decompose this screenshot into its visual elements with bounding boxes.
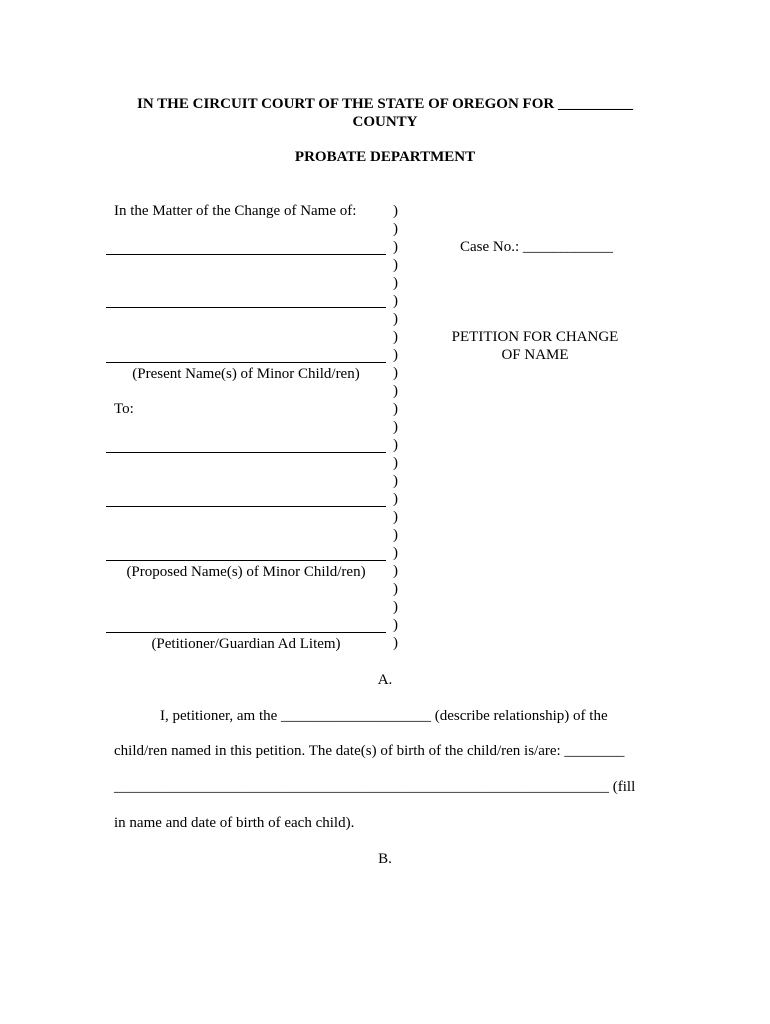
proposed-name-line-2 bbox=[106, 506, 386, 507]
paren: ) bbox=[393, 419, 398, 435]
petition-title-line1: PETITION FOR CHANGE bbox=[451, 329, 619, 345]
paren: ) bbox=[393, 401, 398, 417]
paren: ) bbox=[393, 293, 398, 309]
department-heading: PROBATE DEPARTMENT bbox=[294, 149, 476, 165]
proposed-name-label: (Proposed Name(s) of Minor Child/ren) bbox=[126, 564, 366, 580]
paren: ) bbox=[393, 509, 398, 525]
paren: ) bbox=[393, 545, 398, 561]
paren: ) bbox=[393, 599, 398, 615]
paren: ) bbox=[393, 617, 398, 633]
petition-title-line2: OF NAME bbox=[501, 347, 569, 363]
paren: ) bbox=[393, 455, 398, 471]
paragraph-fill-line: __________________________________________________________________ (fill bbox=[114, 779, 636, 795]
paragraph-relationship: I, petitioner, am the ____________________ (describe relationship) of the bbox=[160, 708, 608, 724]
paren: ) bbox=[393, 383, 398, 399]
court-heading-line1: IN THE CIRCUIT COURT OF THE STATE OF OREGON FOR __________ bbox=[137, 96, 633, 112]
paragraph-dob: child/ren named in this petition. The date(s) of birth of the child/ren is/are: ________ bbox=[114, 743, 625, 759]
paren: ) bbox=[393, 581, 398, 597]
section-b-heading: B. bbox=[378, 851, 392, 867]
paren: ) bbox=[393, 221, 398, 237]
paragraph-fill-instructions: in name and date of birth of each child). bbox=[114, 815, 355, 831]
proposed-name-line-1 bbox=[106, 452, 386, 453]
present-name-line-1 bbox=[106, 254, 386, 255]
case-number-field[interactable]: Case No.: ____________ bbox=[460, 239, 613, 255]
paren: ) bbox=[393, 563, 398, 579]
paren: ) bbox=[393, 311, 398, 327]
present-name-label: (Present Name(s) of Minor Child/ren) bbox=[132, 366, 360, 382]
caption-parenthesis-column bbox=[393, 202, 403, 652]
paren: ) bbox=[393, 347, 398, 363]
paren: ) bbox=[393, 239, 398, 255]
paren: ) bbox=[393, 437, 398, 453]
petitioner-line bbox=[106, 632, 386, 633]
paren: ) bbox=[393, 473, 398, 489]
paren: ) bbox=[393, 527, 398, 543]
paren: ) bbox=[393, 203, 398, 219]
present-name-line-2 bbox=[106, 307, 386, 308]
paren: ) bbox=[393, 365, 398, 381]
proposed-name-line-3 bbox=[106, 560, 386, 561]
paren: ) bbox=[393, 635, 398, 651]
paren: ) bbox=[393, 257, 398, 273]
paren: ) bbox=[393, 491, 398, 507]
petitioner-label: (Petitioner/Guardian Ad Litem) bbox=[151, 636, 341, 652]
paren: ) bbox=[393, 329, 398, 345]
matter-label: In the Matter of the Change of Name of: bbox=[114, 203, 357, 219]
present-name-line-3 bbox=[106, 362, 386, 363]
to-label: To: bbox=[114, 401, 134, 417]
section-a-heading: A. bbox=[377, 672, 393, 688]
paren: ) bbox=[393, 275, 398, 291]
court-heading-line2: COUNTY bbox=[352, 114, 418, 130]
